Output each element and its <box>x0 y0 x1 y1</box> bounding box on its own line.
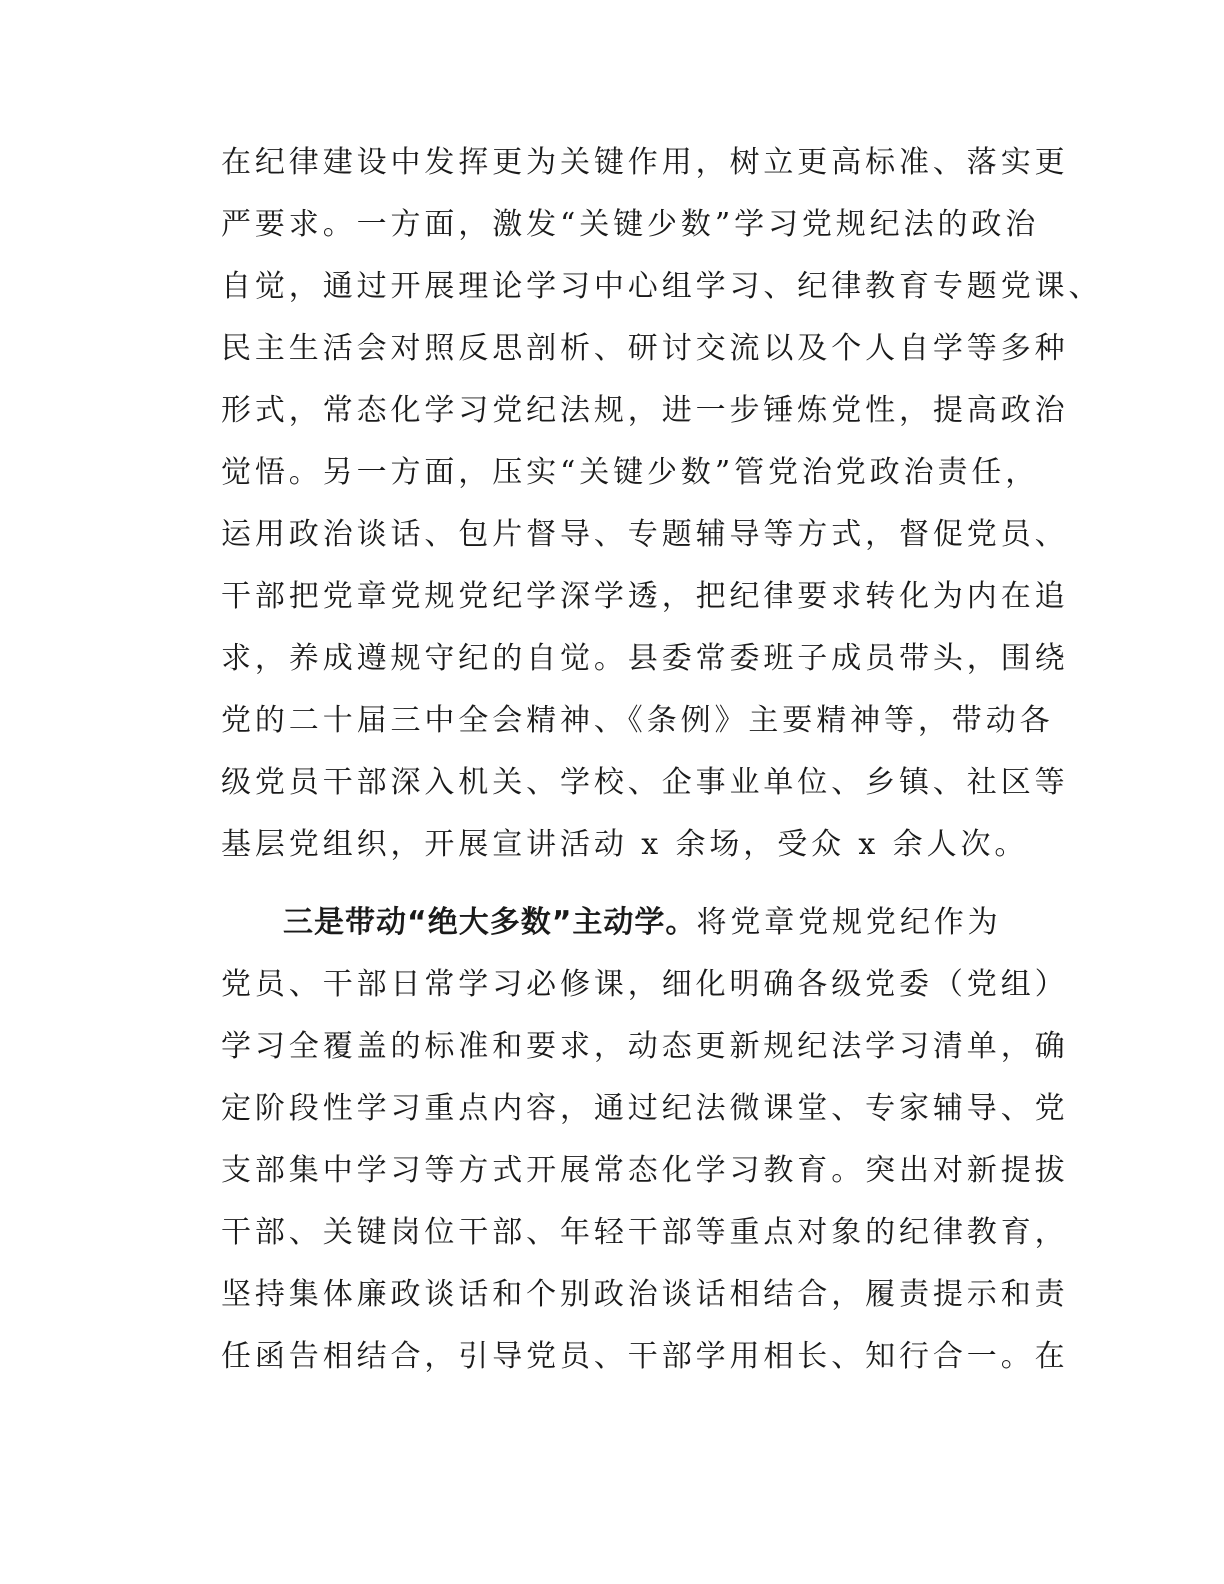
section-heading: 三是带动“绝大多数”主动学。 <box>283 905 697 940</box>
text-line: 党员、干部日常学习必修课，细化明确各级党委（党组） <box>221 967 1069 1002</box>
text-line: 党的二十届三中全会精神、《条例》主要精神等，带动各 <box>221 703 1054 738</box>
text-line: 基层党组织，开展宣讲活动 x 余场，受众 x 余人次。 <box>221 827 1029 862</box>
text-line: 坚持集体廉政谈话和个别政治谈话相结合，履责提示和责 <box>221 1277 1069 1312</box>
paragraph-first-line <box>221 892 1021 954</box>
text-line: 干部、关键岗位干部、年轻干部等重点对象的纪律教育， <box>221 1215 1069 1250</box>
text-line: 民主生活会对照反思剖析、研讨交流以及个人自学等多种 <box>221 331 1069 366</box>
paragraph-majority <box>221 892 1069 1388</box>
text-line: 求，养成遵规守纪的自觉。县委常委班子成员带头，围绕 <box>221 641 1069 676</box>
text-line: 觉悟。另一方面，压实“关键少数”管党治党政治责任， <box>221 455 1040 490</box>
text-line: 形式，常态化学习党纪法规，进一步锤炼党性，提高政治 <box>221 393 1069 428</box>
text-line: 支部集中学习等方式开展常态化学习教育。突出对新提拔 <box>221 1153 1069 1188</box>
text-line: 学习全覆盖的标准和要求，动态更新规纪法学习清单，确 <box>221 1029 1069 1064</box>
text-line: 在纪律建设中发挥更为关键作用，树立更高标准、落实更 <box>221 145 1069 180</box>
text-line: 自觉，通过开展理论学习中心组学习、纪律教育专题党课、 <box>221 269 1103 304</box>
heading-continuation: 将党章党规党纪作为 <box>696 905 1002 940</box>
text-line: 干部把党章党规党纪学深学透，把纪律要求转化为内在追 <box>221 579 1069 614</box>
text-line: 严要求。一方面，激发“关键少数”学习党规纪法的政治 <box>221 207 1040 242</box>
text-line: 定阶段性学习重点内容，通过纪法微课堂、专家辅导、党 <box>221 1091 1069 1126</box>
text-line: 任函告相结合，引导党员、干部学用相长、知行合一。在 <box>221 1339 1069 1374</box>
text-line: 级党员干部深入机关、学校、企事业单位、乡镇、社区等 <box>221 765 1069 800</box>
text-line: 运用政治谈话、包片督导、专题辅导等方式，督促党员、 <box>221 517 1069 552</box>
paragraph-key-minority <box>221 132 1103 876</box>
